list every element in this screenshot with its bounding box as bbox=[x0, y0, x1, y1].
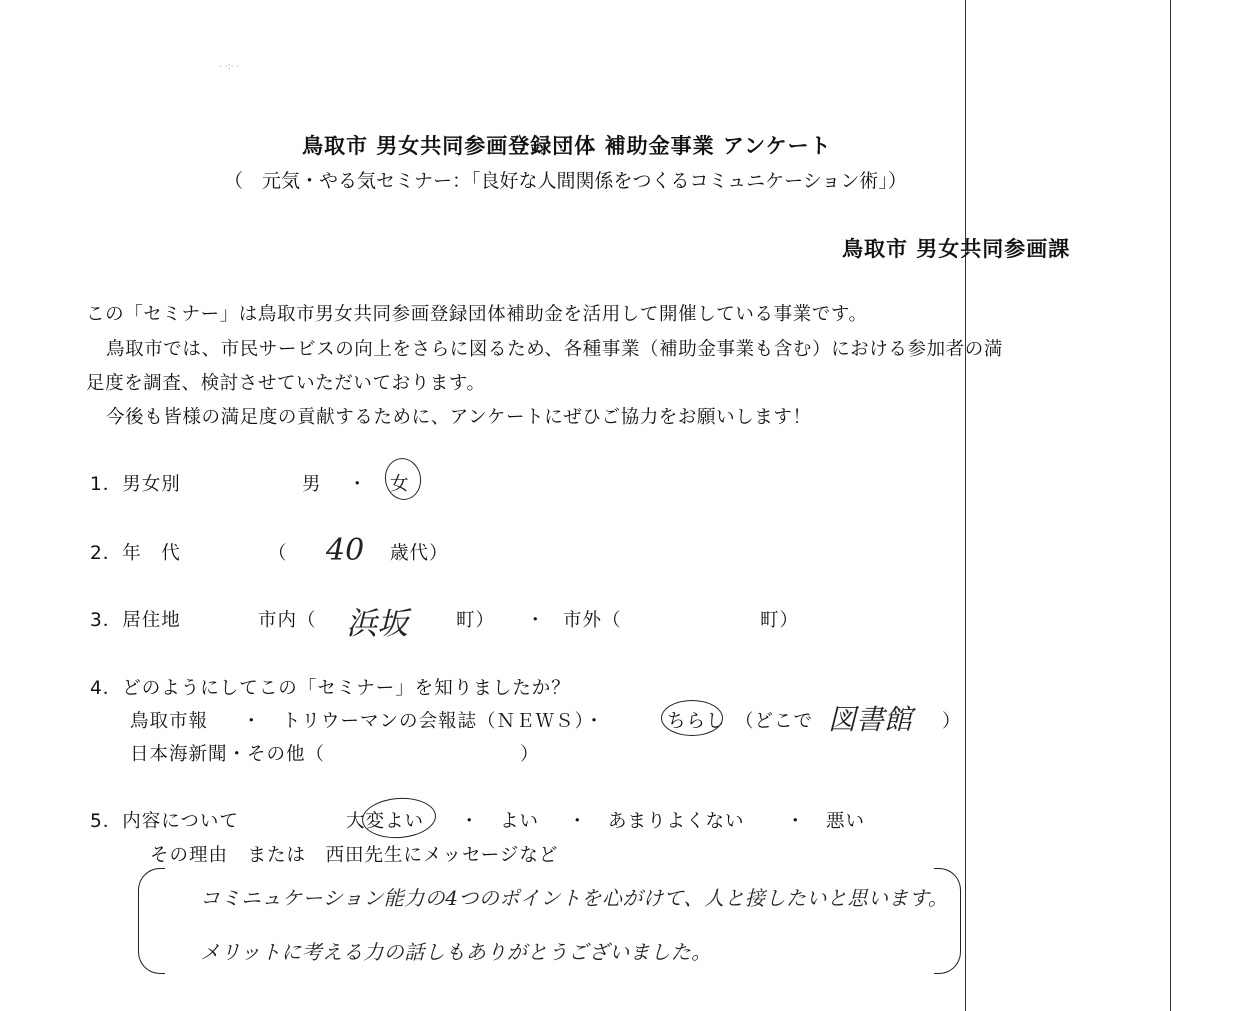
department-name: 鳥取市 男女共同参画課 bbox=[842, 237, 1071, 261]
q2-age-answer[interactable]: 40 bbox=[326, 533, 365, 568]
q4-option-city-bulletin[interactable]: 鳥取市報 bbox=[130, 711, 209, 732]
q5-option-good[interactable]: よい bbox=[500, 811, 540, 832]
q4-answer-circle bbox=[661, 700, 723, 736]
q5-answer-circle bbox=[361, 795, 438, 840]
q4-option-newspaper-other[interactable]: 日本海新聞・その他（ bbox=[130, 744, 326, 765]
intro-line-3: 足度を調査、検討させていただいております。 bbox=[86, 373, 486, 394]
q5-option-not-good[interactable]: あまりよくない bbox=[608, 811, 745, 832]
scan-line-right bbox=[1170, 0, 1171, 1011]
q1-answer-circle bbox=[382, 455, 425, 503]
q3-inside-close: 町） bbox=[456, 610, 496, 631]
scan-line-left bbox=[965, 0, 966, 1011]
q5-option-very-good[interactable]: 大変よい bbox=[346, 811, 425, 832]
q5-label: 5．内容について bbox=[90, 811, 239, 832]
q5-separator-1: ・ bbox=[460, 811, 480, 832]
q3-label: 3．居住地 bbox=[90, 610, 181, 631]
q3-separator: ・ bbox=[526, 610, 546, 631]
q4-where-answer[interactable]: 図書館 bbox=[828, 703, 913, 736]
intro-line-1: この「セミナー」は鳥取市男女共同参画登録団体補助金を活用して開催している事業です。 bbox=[86, 304, 868, 325]
q4-where-open: （どこで bbox=[735, 711, 814, 732]
q1-option-female[interactable]: 女 bbox=[390, 474, 410, 495]
q3-outside-open: 市外（ bbox=[563, 610, 622, 631]
q4-option-flyer[interactable]: ちらし bbox=[667, 711, 726, 732]
intro-line-2: 鳥取市では、市民サービスの向上をさらに図るため、各種事業（補助金事業も含む）における参加者の満 bbox=[106, 339, 1003, 360]
survey-title: 鳥取市 男女共同参画登録団体 補助金事業 アンケート bbox=[302, 134, 832, 158]
q3-inside-open: 市内（ bbox=[258, 610, 317, 631]
q2-close-suffix: 歳代） bbox=[390, 543, 449, 564]
q5-option-bad[interactable]: 悪い bbox=[826, 811, 866, 832]
intro-line-4: 今後も皆様の満足度の貢献するために、アンケートにぜひご協力をお願いします！ bbox=[106, 407, 812, 428]
q3-town-answer[interactable]: 浜坂 bbox=[346, 606, 408, 642]
q1-label: 1．男女別 bbox=[90, 474, 181, 495]
q4-option-newsletter[interactable]: トリウーマンの会報誌（ＮＥＷＳ）・ bbox=[282, 711, 605, 732]
q4-label: 4．どのようにしてこの「セミナー」を知りましたか？ bbox=[90, 678, 571, 699]
survey-subtitle: （ 元気・やる気セミナー：「良好な人間関係をつくるコミュニケーション術」） bbox=[224, 170, 907, 192]
q5-reason-label: その理由 または 西田先生にメッセージなど bbox=[150, 845, 559, 866]
q5-separator-2: ・ bbox=[568, 811, 588, 832]
q4-other-close: ） bbox=[520, 744, 540, 765]
q4-separator: ・ bbox=[242, 711, 262, 732]
scan-specks: · ·:· · bbox=[219, 62, 240, 72]
q5-comment-line-2[interactable]: メリットに考える力の話しもありがとうございました。 bbox=[200, 940, 712, 964]
q5-separator-3: ・ bbox=[786, 811, 806, 832]
q3-outside-close: 町） bbox=[760, 610, 800, 631]
q4-where-close: ） bbox=[942, 711, 962, 732]
q2-label: 2．年 代 bbox=[90, 543, 181, 564]
q1-separator: ・ bbox=[348, 474, 368, 495]
q1-option-male[interactable]: 男 bbox=[302, 474, 322, 495]
q5-comment-line-1[interactable]: コミニュケーション能力の4つのポイントを心がけて、人と接したいと思います。 bbox=[200, 886, 949, 910]
comment-bracket-left bbox=[138, 868, 165, 974]
q2-open-paren: （ bbox=[268, 543, 288, 564]
